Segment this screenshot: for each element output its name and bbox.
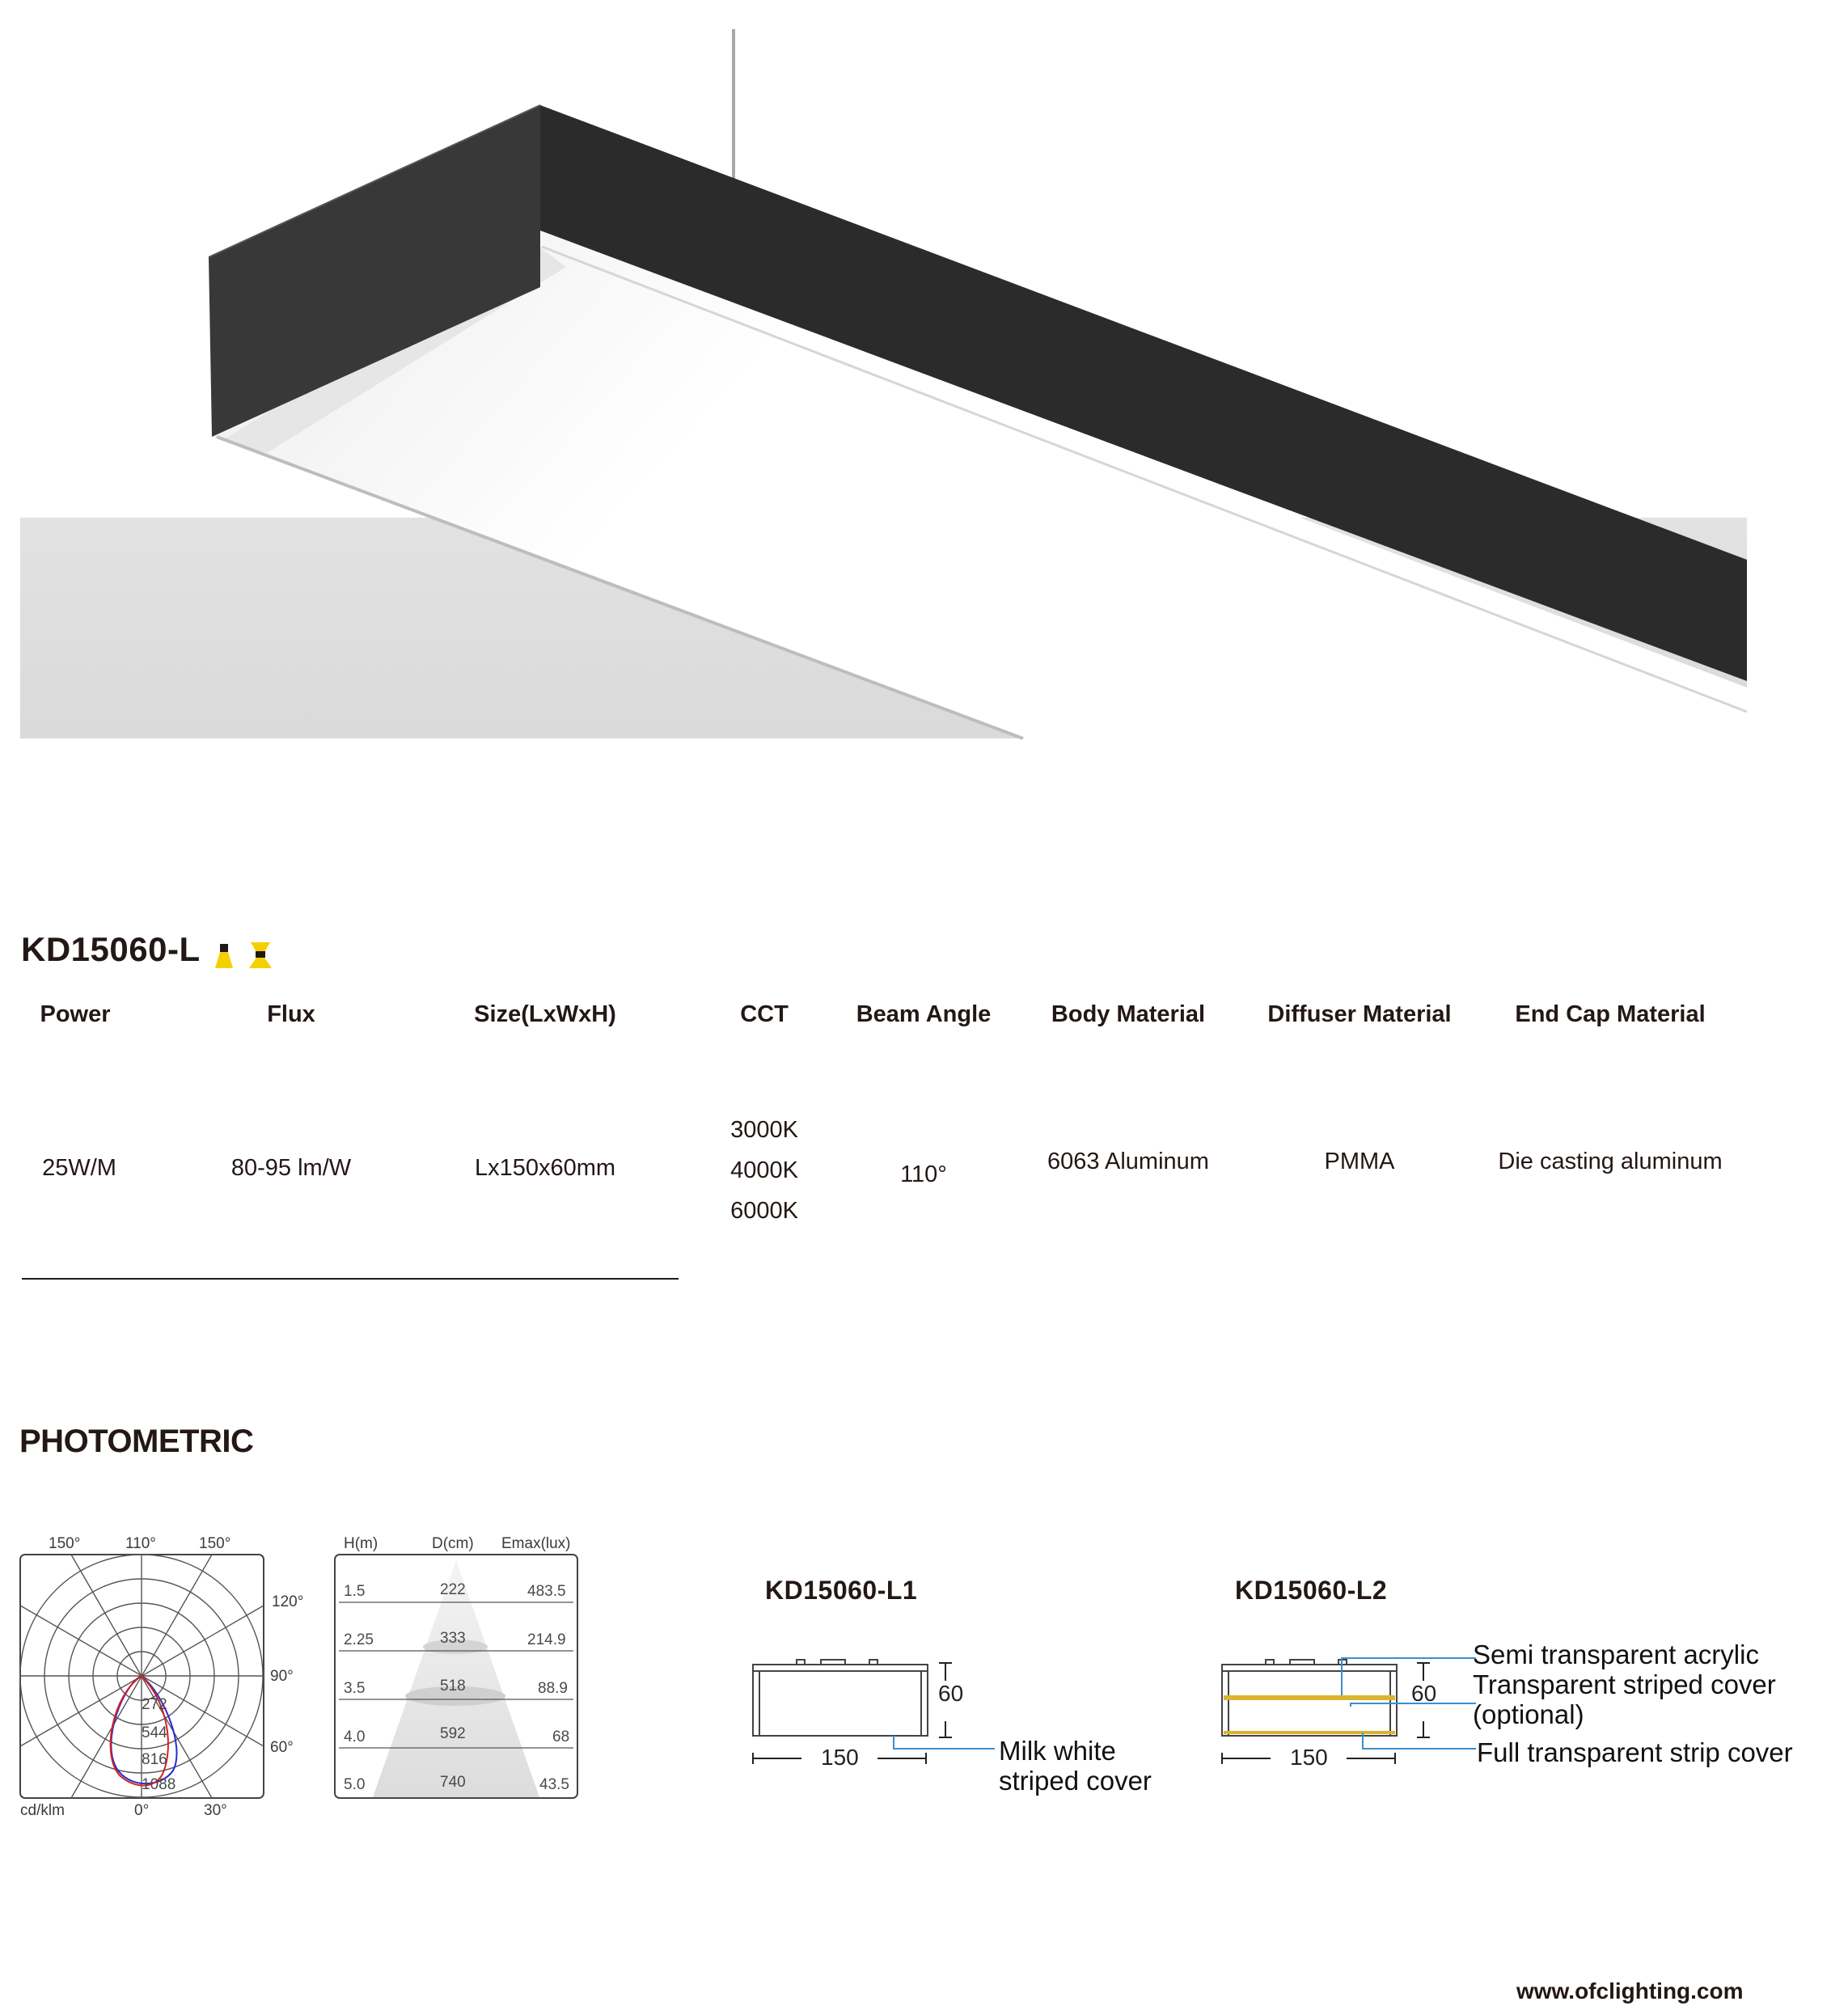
illum-diameter: 518: [440, 1678, 466, 1695]
website-link[interactable]: www.ofclighting.com: [1516, 1978, 1744, 2003]
polar-label-top: 150°: [199, 1535, 231, 1552]
up-down-beam-icon: [249, 942, 272, 968]
value-power: 25W/M: [42, 1155, 116, 1181]
illum-emax: 483.5: [527, 1583, 566, 1600]
illum-emax: 88.9: [538, 1680, 568, 1697]
illum-header-d: D(cm): [432, 1535, 474, 1552]
illum-emax: 43.5: [539, 1776, 569, 1793]
header-body-material: Body Material: [1051, 1001, 1206, 1027]
header-endcap-material: End Cap Material: [1515, 1001, 1706, 1027]
value-cct-list: [730, 1110, 798, 1231]
callout-milk-white-cover: [999, 1736, 1152, 1796]
illum-diameter: 333: [440, 1630, 466, 1647]
product-render: [0, 0, 1848, 744]
illum-header-h: H(m): [344, 1535, 378, 1552]
dimension-height: 60: [1411, 1681, 1437, 1706]
full-cover-strip: [1224, 1731, 1395, 1734]
illum-diameter: 222: [440, 1581, 466, 1598]
value-beam-angle: 110°: [900, 1161, 947, 1187]
drawing-l1-title: KD15060-L1: [765, 1576, 918, 1605]
value-cct: 6000K: [730, 1198, 798, 1224]
illum-emax: 68: [552, 1728, 570, 1745]
dimension-width: 150: [821, 1745, 859, 1770]
header-size: Size(LxWxH): [474, 1001, 616, 1027]
polar-label-bottom: 30°: [204, 1802, 227, 1819]
polar-ring-value: 816: [142, 1751, 167, 1768]
callout-full-transparent-strip-cover: Full transparent strip cover: [1477, 1737, 1793, 1767]
illum-height: 1.5: [344, 1583, 366, 1600]
illum-height: 4.0: [344, 1728, 366, 1745]
value-flux: 80-95 lm/W: [230, 1155, 352, 1181]
illum-height: 2.25: [344, 1631, 374, 1648]
polar-label-right: 60°: [270, 1739, 294, 1756]
header-cct: CCT: [740, 1001, 789, 1027]
polar-label-top: 150°: [49, 1535, 81, 1552]
polar-label-right: 120°: [272, 1593, 304, 1610]
dimension-width: 150: [1290, 1745, 1328, 1770]
illum-height: 5.0: [344, 1776, 366, 1793]
illum-emax: 214.9: [527, 1631, 566, 1648]
photometric-title: PHOTOMETRIC: [19, 1424, 254, 1459]
value-endcap-material: Die casting aluminum: [1498, 1149, 1723, 1174]
polar-unit-label: cd/klm: [20, 1802, 65, 1819]
header-power: Power: [40, 1001, 111, 1027]
polar-label-bottom: 0°: [134, 1802, 150, 1819]
callout-transparent-striped-cover: Transparent striped cover: [1473, 1669, 1776, 1699]
illum-height: 3.5: [344, 1680, 366, 1697]
value-diffuser-material: PMMA: [1324, 1149, 1395, 1174]
polar-label-top: 110°: [125, 1535, 156, 1552]
polar-ring-value: 1088: [142, 1776, 176, 1793]
drawing-l2: [1217, 1650, 1476, 1771]
header-flux: Flux: [267, 1001, 315, 1027]
model-title: KD15060-L: [21, 930, 201, 968]
polar-label-right: 90°: [270, 1668, 294, 1685]
drawing-l2-title: KD15060-L2: [1235, 1576, 1388, 1605]
polar-ring-value: 272: [142, 1696, 167, 1713]
callout-text: Milk white: [999, 1736, 1116, 1766]
suspension-wire: [732, 29, 735, 183]
profile-l1: [753, 1660, 928, 1736]
drawing-l1: [748, 1656, 995, 1770]
value-body-material: 6063 Aluminum: [1047, 1149, 1209, 1174]
callout-semi-transparent-acrylic: Semi transparent acrylic: [1473, 1640, 1759, 1669]
illum-diameter: 740: [440, 1774, 466, 1791]
polar-ring-value: 544: [142, 1724, 167, 1741]
beam-icons: [209, 941, 281, 973]
value-cct: 3000K: [730, 1117, 798, 1143]
table-rule: [22, 1278, 679, 1280]
callout-text: striped cover: [999, 1766, 1152, 1796]
value-cct: 4000K: [730, 1157, 798, 1183]
striped-cover-strip: [1224, 1695, 1395, 1700]
illum-diameter: 592: [440, 1725, 466, 1742]
illum-header-e: Emax(lux): [501, 1535, 571, 1552]
down-beam-icon: [215, 944, 233, 968]
callout-optional: (optional): [1473, 1699, 1584, 1729]
header-diffuser-material: Diffuser Material: [1267, 1001, 1452, 1027]
dimension-height: 60: [938, 1681, 964, 1706]
value-size: Lx150x60mm: [474, 1155, 616, 1181]
header-beam-angle: Beam Angle: [856, 1001, 992, 1027]
